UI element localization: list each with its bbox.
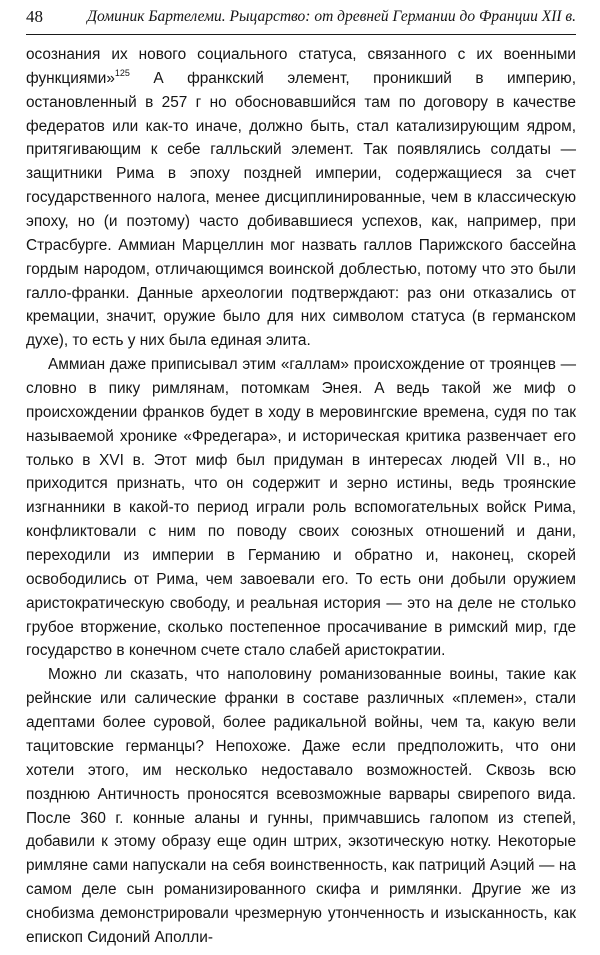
- header-rule: [26, 34, 576, 35]
- paragraph-1-text-after-note: А франкский элемент, проникший в империю, остановленный в 257 г но обосновавшийся там по договору в качестве федератов или как-то иначе, должно быть, стал катализирующим ядром, притягивающим к себе галльский элемент. Так появлялись солдаты — защитники Рима в эпоху поздней империи, содержащиеся за счет государственного налога, менее дисциплинированные, чем в классическую эпоху, но (и поэтому) часто добивавшиеся успехов, как, например, при Страсбурге. Аммиан Марцеллин мог назвать галлов Парижского бассейна гордым народом, отличающимся воинской доблестью, потому что это были галло-франки. Данные археологии подтверждают: раз они отказались от кремации, значит, оружие было для них символом статуса (в германском духе), то есть у них была единая элита.: [26, 69, 576, 350]
- running-header: [26, 0, 576, 34]
- paragraph-2: Аммиан даже приписывал этим «галлам» происхождение от троянцев — словно в пику римлянам, потомкам Энея. А ведь такой же миф о происхождении франков будет в ходу в меровингские времена, судя по так называемой хронике «Фредегара», и историческая критика развенчает его только в XVI в. Этот миф был придуман в интересах людей VII в., но приходится признать, что он содержит и зерно истины, ведь троянские изгнанники в какой-то период играли роль вспомогательных войск Рима, конфликтовали с ним по поводу своих союзных отношений и дани, переходили из империи в Германию и обратно и, наконец, скорей освободились от Рима, чем завоевали его. То есть они добыли оружием аристократическую свободу, и реальная история — это на деле не столько грубое вторжение, сколько постепенное просачивание в римский мир, где государство в конечном счете стало слабей аристократии.: [26, 356, 576, 660]
- page-number: 48: [26, 7, 43, 26]
- paragraph-1: [26, 43, 576, 353]
- running-title: Доминик Бартелеми. Рыцарство: от древней Германии до Франции XII в.: [87, 8, 576, 25]
- paragraph-3: Можно ли сказать, что наполовину романизованные воины, такие как рейнские или салические франки в составе различных «племен», стали адептами более суровой, более радикальной войны, чем та, какую вели тацитовские германцы? Непохоже. Даже если предположить, что они хотели этого, им несколько недоставало возможностей. Сквозь всю позднюю Античность проносятся всевозможные варвары свирепого вида. После 360 г. конные аланы и гунны, примчавшись галопом из степей, добавили к этому образу еще один штрих, экзотическую нотку. Некоторые римляне сами напускали на себя воинственность, как патриций Аэций — на самом деле сын романизированного скифа и римлянки. Другие же из снобизма демонстрировали чрезмерную утонченность и изысканность, как епископ Сидоний Аполли-: [26, 666, 576, 946]
- footnote-reference-125[interactable]: 125: [114, 67, 130, 78]
- body-text: [26, 43, 576, 950]
- paragraph-1-text-before-note: осознания их нового социального статуса, связанного с их военными функциями»: [26, 46, 576, 87]
